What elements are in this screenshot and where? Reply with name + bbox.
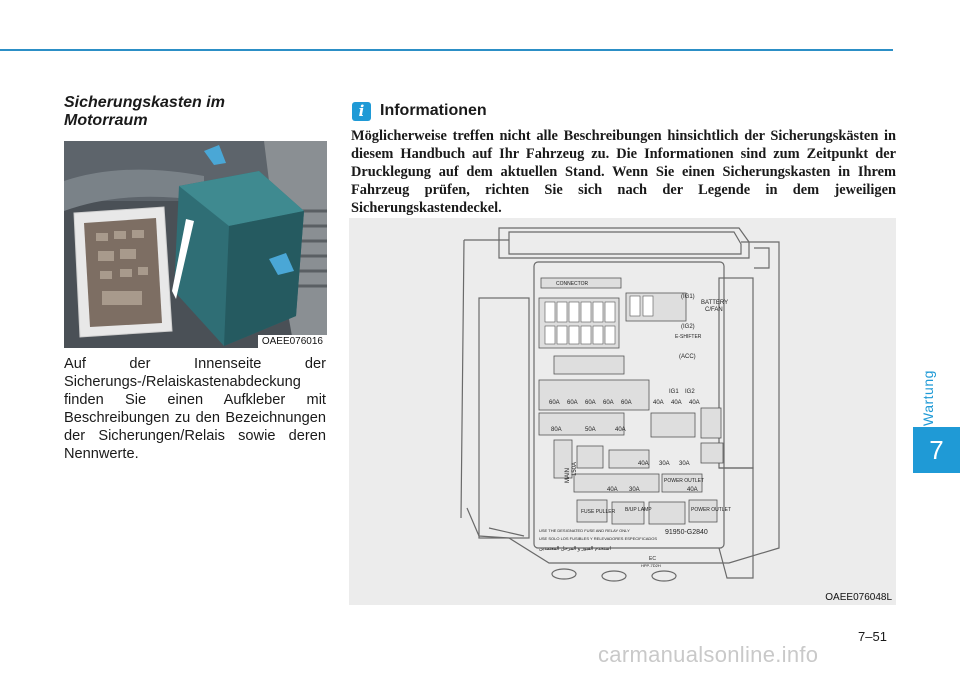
label-main-rating: 150A — [572, 461, 578, 476]
engine-fuse-box-photo — [64, 141, 327, 348]
rating-40a-4: 40A — [615, 427, 626, 433]
label-power-outlet: POWER OUTLET — [664, 478, 705, 484]
label-warning-en: USE THE DESIGNATED FUSE AND RELAY ONLY — [539, 528, 630, 533]
label-battery: BATTERY — [701, 300, 729, 306]
site-watermark: carmanualsonline.info — [598, 642, 819, 667]
diagram-caption: OAEE076048L — [825, 592, 892, 603]
fuse-box-cover-drawing — [349, 218, 896, 605]
rating-60a-3: 60A — [585, 400, 596, 406]
label-ig2-top: (IG2) — [681, 324, 695, 330]
label-main: MAIN — [565, 468, 571, 483]
left-body-text: Auf der Innenseite der Sicherungs-/Relaiskastenabdeckung finden Sie einen Aufkleber mit Beschreibungen zu den Bezeichnungen der Sicherungen/Relais sowie deren Nennwerte. — [64, 356, 326, 462]
label-warning-ar: استخدم الفيوز و المرحل المعتمدين — [539, 546, 611, 552]
rating-40a-1: 40A — [653, 400, 664, 406]
label-warning-es: USE SOLO LOS FUSIBLES Y RELEVADORES ESPECIFICADOS — [539, 536, 658, 541]
rating-60a-2: 60A — [567, 400, 578, 406]
section-title: Sicherungskasten im Motorraum — [64, 94, 225, 129]
rating-40a-2: 40A — [671, 400, 682, 406]
label-hpp: HPP-7D2H — [641, 563, 661, 568]
label-acc: (ACC) — [679, 354, 696, 360]
label-ig2: IG2 — [685, 389, 695, 395]
rating-50a: 50A — [585, 427, 596, 433]
rating-30a-1: 30A — [659, 461, 670, 467]
info-text: Möglicherweise treffen nicht alle Beschreibungen hinsichtlich der Sicherungskästen in diesem Handbuch auf Ihr Fahrzeug zu. Die Informationen sind zum Zeitpunkt der Drucklegung auf dem aktuellen Stand. Wenn Sie einen Sicherungskasten in Ihrem Fahrzeug prüfen, richten Sie sich nach der Legende in dem jeweiligen Sicherungskastendeckel. — [351, 128, 896, 216]
rating-40a-5: 40A — [638, 461, 649, 467]
label-ec: EC — [649, 556, 656, 562]
page-number: 7–51 — [858, 629, 887, 644]
fuse-box-cover-diagram — [349, 218, 896, 605]
label-bup-lamp: B/UP LAMP — [625, 507, 652, 513]
rating-80a: 80A — [551, 427, 562, 433]
rating-40a-7: 40A — [687, 487, 698, 493]
rating-60a-4: 60A — [603, 400, 614, 406]
photo-illustration — [64, 141, 327, 348]
info-icon: i — [352, 102, 371, 121]
rating-30a-2: 30A — [679, 461, 690, 467]
label-ig1: IG1 — [669, 389, 679, 395]
rating-60a-5: 60A — [621, 400, 632, 406]
info-heading — [352, 101, 487, 121]
rating-40a-6: 40A — [607, 487, 618, 493]
label-power-outlet-2: POWER OUTLET — [691, 507, 732, 513]
label-part-number: 91950-G2840 — [665, 529, 708, 536]
label-connector: CONNECTOR — [556, 281, 589, 287]
rating-40a-3: 40A — [689, 400, 700, 406]
label-eshifter: E-SHIFTER — [675, 334, 702, 340]
label-ig1-top: (IG1) — [681, 294, 695, 300]
chapter-side-label: Wartung — [920, 370, 936, 426]
top-rule — [0, 49, 893, 51]
label-cfan: C/FAN — [705, 307, 723, 313]
rating-60a-1: 60A — [549, 400, 560, 406]
label-fuse-puller: FUSE PULLER — [581, 509, 616, 515]
info-title: Informationen — [380, 102, 487, 119]
chapter-number-tab[interactable]: 7 — [913, 427, 960, 473]
rating-30a-3: 30A — [629, 487, 640, 493]
photo-caption: OAEE076016 — [258, 335, 327, 348]
